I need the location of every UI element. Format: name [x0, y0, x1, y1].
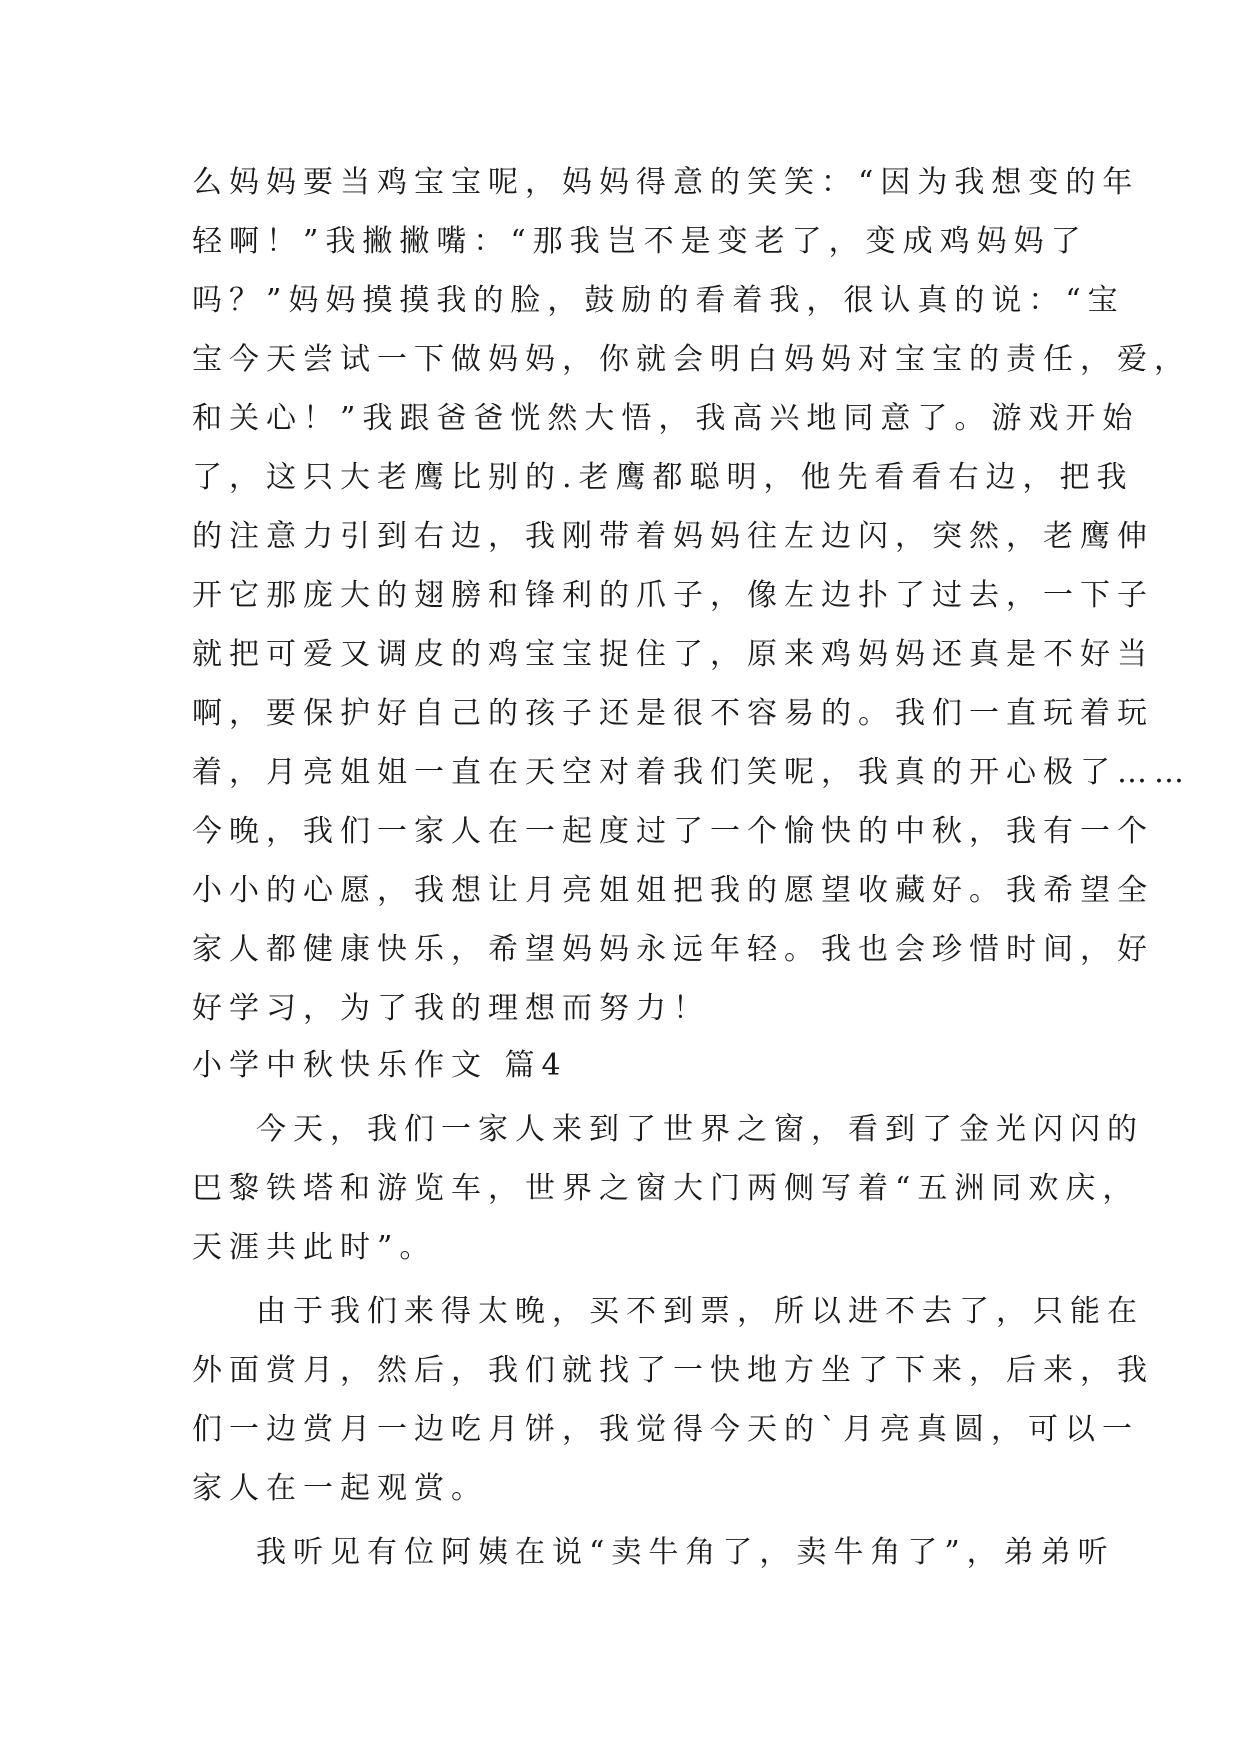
text-line: 家人都健康快乐，希望妈妈永远年轻。我也会珍惜时间，好: [192, 932, 1154, 967]
text-line: 了，这只大老鹰比别的.老鹰都聪明，他先看看右边，把我: [192, 460, 1134, 495]
text-line: 今天，我们一家人来到了世界之窗，看到了金光闪闪的: [256, 1112, 1144, 1147]
text-line: 们一边赏月一边吃月饼，我觉得今天的`月亮真圆，可以一: [192, 1412, 1139, 1447]
text-line: 由于我们来得太晚，买不到票，所以进不去了，只能在: [256, 1294, 1144, 1329]
text-line: 开它那庞大的翅膀和锋利的爪子，像左边扑了过去，一下子: [192, 578, 1154, 613]
text-line: 轻啊！”我撇撇嘴：“那我岂不是变老了，变成鸡妈妈了: [192, 224, 1088, 259]
paragraph: [192, 1100, 1144, 1277]
text-line: 的注意力引到右边，我刚带着妈妈往左边闪，突然，老鹰伸: [192, 519, 1154, 554]
text-line: 今晚，我们一家人在一起度过了一个愉快的中秋，我有一个: [192, 814, 1154, 849]
text-line: 么妈妈要当鸡宝宝呢，妈妈得意的笑笑：“因为我想变的年: [192, 165, 1140, 200]
text-line: 啊，要保护好自己的孩子还是很不容易的。我们一直玩着玩: [192, 696, 1154, 731]
text-line: 吗？”妈妈摸摸我的脸，鼓励的看着我，很认真的说：“宝: [192, 283, 1125, 318]
paragraph: [192, 1282, 1154, 1518]
continuation-paragraph: [192, 153, 1191, 1038]
text-line: 和关心！”我跟爸爸恍然大悟，我高兴地同意了。游戏开始: [192, 401, 1140, 436]
text-line: 外面赏月，然后，我们就找了一快地方坐了下来，后来，我: [192, 1353, 1154, 1388]
document-body: [192, 153, 1191, 1582]
text-line: 就把可爱又调皮的鸡宝宝捉住了，原来鸡妈妈还真是不好当: [192, 637, 1154, 672]
text-line: 巴黎铁塔和游览车，世界之窗大门两侧写着“五洲同欢庆，: [192, 1171, 1140, 1206]
text-line: 宝今天尝试一下做妈妈，你就会明白妈妈对宝宝的责任，爱，: [192, 342, 1191, 377]
text-line: 天涯共此时”。: [192, 1230, 437, 1265]
text-line: 着，月亮姐姐一直在天空对着我们笑呢，我真的开心极了……: [192, 755, 1191, 790]
text-line: 小小的心愿，我想让月亮姐姐把我的愿望收藏好。我希望全: [192, 873, 1154, 908]
text-line: 好学习，为了我的理想而努力！: [192, 991, 710, 1026]
text-line: 家人在一起观赏。: [192, 1471, 488, 1506]
paragraph: [192, 1523, 1115, 1582]
text-line: 我听见有位阿姨在说“卖牛角了，卖牛角了”，弟弟听: [256, 1535, 1115, 1570]
section-heading: 小学中秋快乐作文 篇4: [192, 1048, 568, 1083]
